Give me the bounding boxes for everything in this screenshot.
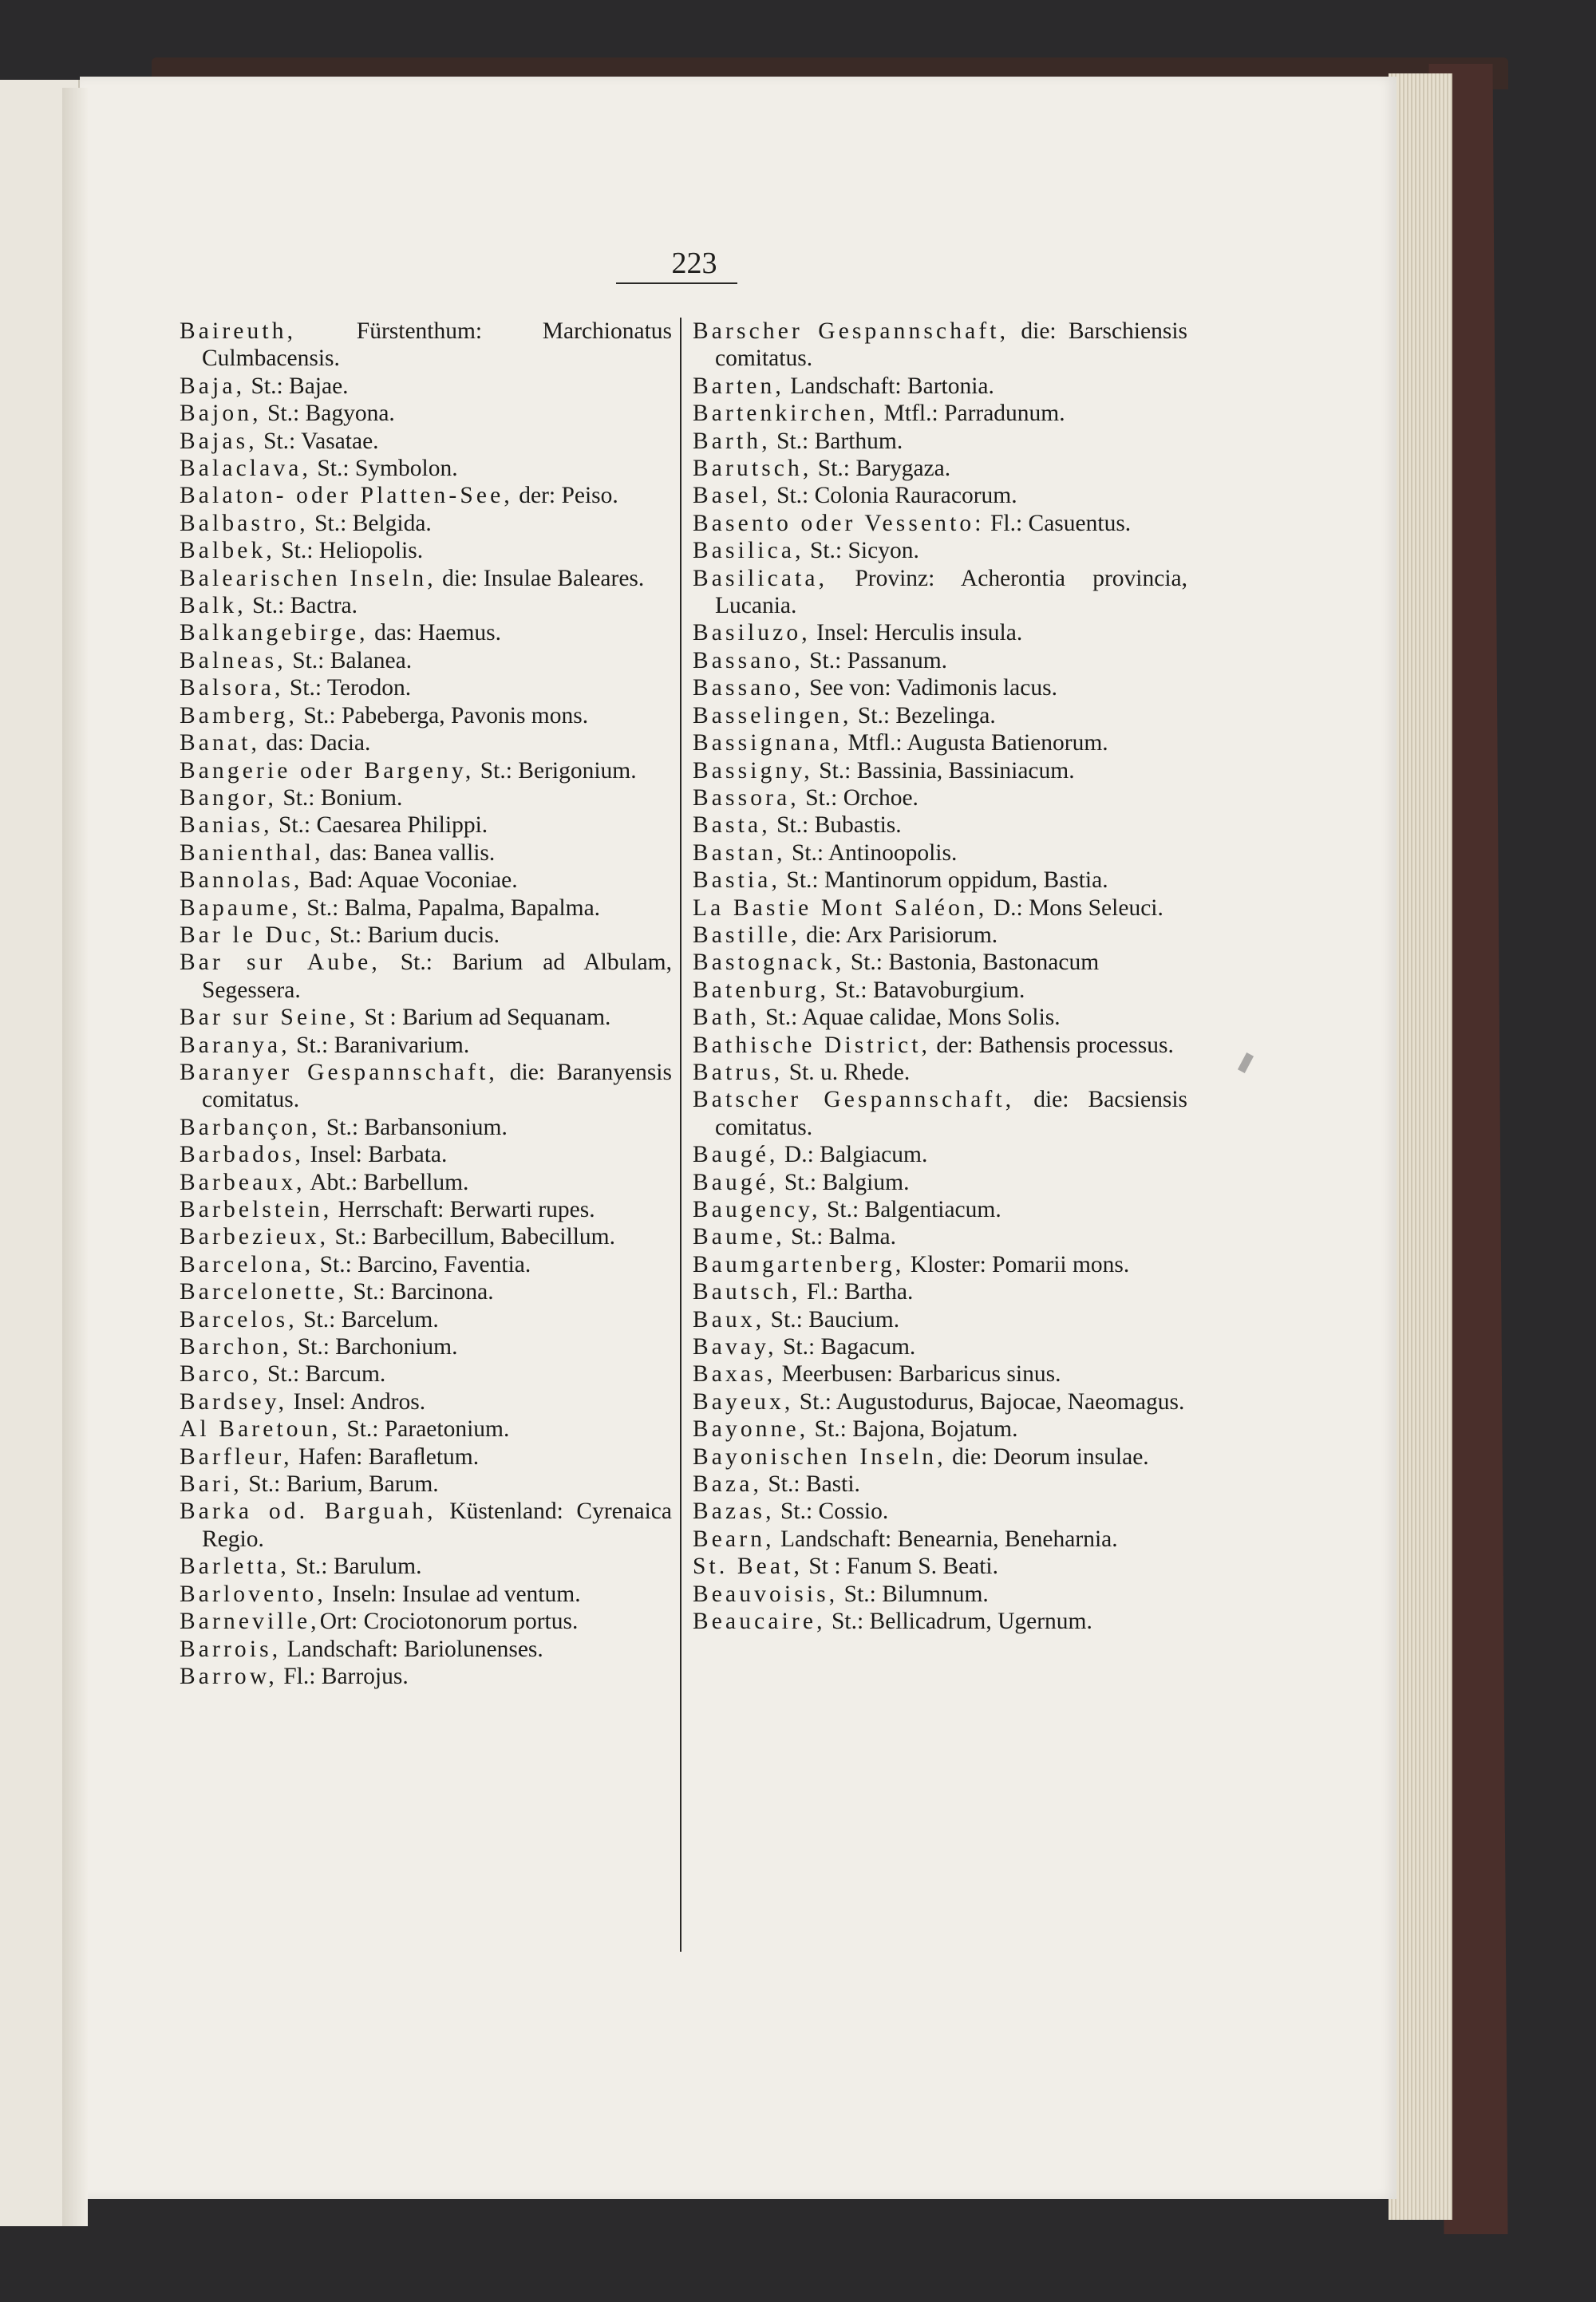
entry-definition: St. u. Rhede. [783, 1059, 911, 1085]
dictionary-entry [180, 565, 672, 592]
entry-headword: Baza, [693, 1471, 762, 1498]
entry-definition: St.: Bellicadrum, Ugernum. [825, 1609, 1092, 1635]
entry-headword: Basiluzo, [693, 620, 811, 646]
entry-definition: die: Bacsiensis comitatus. [715, 1087, 1187, 1140]
dictionary-entry [180, 757, 672, 784]
entry-definition: Insel: Herculis insula. [810, 620, 1023, 646]
entry-headword: Barletta, [180, 1554, 290, 1580]
entry-headword: Bannolas, [180, 867, 303, 894]
entry-definition: St.: Augustodurus, Bajocae, Naeomagus. [793, 1388, 1185, 1415]
dictionary-entry [693, 428, 1187, 455]
entry-definition: St.: Balma. [784, 1224, 897, 1250]
entry-definition: St.: Belgida. [308, 510, 432, 536]
dictionary-entry [180, 400, 672, 427]
dictionary-entry [693, 784, 1187, 811]
entry-headword: Barrow, [180, 1663, 278, 1689]
entry-definition: St.: Antinoopolis. [785, 839, 958, 866]
entry-headword: Bangor, [180, 784, 277, 811]
entry-headword: Bajon, [180, 401, 262, 427]
entry-headword: Barbançon, [180, 1114, 321, 1140]
entry-definition: Fürstenthum: Marchionatus Culmbacensis. [202, 318, 672, 372]
page-number: 223 [671, 247, 717, 280]
entry-headword: Baja, [180, 373, 246, 399]
entry-definition: Insel: Andros. [287, 1388, 426, 1415]
page-number-rule [616, 282, 737, 284]
entry-definition: St.: Batavoburgium. [829, 977, 1025, 1003]
entry-definition: St.: Balma, Papalma, Bapalma. [300, 894, 601, 921]
dictionary-entry [693, 757, 1187, 784]
dictionary-entry [180, 1360, 672, 1388]
entry-headword: Bayeux, [693, 1388, 794, 1415]
entry-headword: Balaclava, [180, 456, 311, 482]
dictionary-entry [693, 565, 1187, 620]
entry-headword: Barco, [180, 1361, 262, 1388]
book-gutter [62, 88, 88, 2226]
entry-definition: St.: Pabeberga, Pavonis mons. [298, 702, 589, 729]
entry-headword: Bar sur Seine, [180, 1005, 359, 1031]
entry-definition: St.: Barcino, Faventia. [314, 1251, 531, 1277]
entry-definition: St.: Barbecillum, Babecillum. [329, 1224, 615, 1250]
entry-headword: Baugé, [693, 1169, 779, 1195]
entry-headword: Bangerie oder Bargeny, [180, 757, 475, 784]
dictionary-entry [180, 1004, 672, 1031]
dictionary-entry [180, 455, 672, 482]
entry-headword: Basilicata, [693, 565, 828, 591]
dictionary-entry [180, 1032, 672, 1059]
entry-definition: Provinz: Acherontia provincia, Lucania. [715, 565, 1187, 619]
dictionary-entry [180, 702, 672, 729]
entry-definition: Herrschaft: Berwarti rupes. [332, 1197, 595, 1222]
dictionary-entry [180, 674, 672, 701]
entry-definition: St.: Barium ducis. [323, 922, 500, 948]
entry-definition: Mtfl.: Augusta Batienorum. [842, 730, 1108, 756]
entry-definition: St.: Baucium. [764, 1306, 900, 1333]
dictionary-entry [180, 1141, 672, 1168]
entry-headword: La Bastie Mont Saléon, [693, 894, 988, 921]
dictionary-entry [693, 537, 1187, 564]
entry-definition: Landschaft: Benearnia, Beneharnia. [774, 1526, 1118, 1552]
dictionary-entry [180, 1443, 672, 1471]
entry-headword: Bayonischen Inseln, [693, 1443, 946, 1470]
dictionary-entry [180, 647, 672, 674]
dictionary-entry [180, 894, 672, 922]
entry-headword: Barcelos, [180, 1306, 298, 1333]
dictionary-entry [693, 1360, 1187, 1388]
entry-headword: Bardsey, [180, 1388, 288, 1415]
entry-definition: Fl.: Bartha. [800, 1279, 914, 1305]
entry-definition: St.: Bubastis. [770, 812, 902, 839]
entry-headword: Beauvoisis, [693, 1581, 839, 1607]
entry-headword: Barrois, [180, 1636, 282, 1662]
entry-headword: Bautsch, [693, 1279, 801, 1305]
entry-definition: St.: Bezelinga. [851, 702, 996, 729]
entry-definition: St.: Aquae calidae, Mons Solis. [759, 1005, 1061, 1031]
dictionary-entry [693, 1032, 1187, 1059]
entry-headword: Basta, [693, 812, 771, 839]
entry-definition: St.: Bactra. [246, 593, 358, 619]
dictionary-entry [180, 428, 672, 455]
entry-definition: St.: Barium, Barum. [242, 1471, 439, 1498]
dictionary-entry [693, 922, 1187, 949]
dictionary-entry [180, 482, 672, 509]
dictionary-entry [180, 1663, 672, 1690]
dictionary-entry [693, 318, 1187, 373]
entry-headword: Bar sur Aube, [180, 950, 381, 976]
entry-definition: St.: Bajona, Bojatum. [808, 1416, 1018, 1443]
entry-headword: Barneville, [180, 1609, 320, 1635]
entry-headword: Barten, [693, 373, 784, 399]
entry-definition: St.: Bagacum. [776, 1334, 916, 1360]
entry-headword: Barbados, [180, 1142, 304, 1168]
dictionary-entry [693, 867, 1187, 894]
entry-definition: St.: Balgium. [778, 1169, 910, 1195]
entry-headword: Bajas, [180, 428, 258, 454]
entry-headword: Balaton- oder Platten-See, [180, 483, 513, 509]
entry-definition: Hafen: Baraﬂetum. [292, 1443, 480, 1470]
dictionary-entry [180, 1471, 672, 1498]
entry-definition: St.: Barcelum. [297, 1306, 439, 1333]
entry-headword: St. Beat, [693, 1554, 803, 1580]
entry-headword: Bastognack, [693, 950, 845, 976]
dictionary-entry [180, 1169, 672, 1196]
entry-definition: St.: Caesarea Philippi. [272, 812, 488, 839]
dictionary-entry [693, 1141, 1187, 1168]
entry-headword: Basel, [693, 483, 771, 509]
dictionary-entry [693, 839, 1187, 867]
entry-definition: St.: Cossio. [774, 1498, 889, 1525]
entry-definition: St.: Vasatae. [257, 428, 379, 454]
entry-definition: Insel: Barbata. [303, 1142, 448, 1168]
entry-headword: Baume, [693, 1224, 785, 1250]
entry-definition: St.: Bastonia, Bastonacum [844, 950, 1100, 976]
left-column [180, 318, 672, 1690]
dictionary-entry [180, 1333, 672, 1360]
entry-definition: Meerbusen: Barbaricus sinus. [776, 1361, 1061, 1388]
entry-headword: Barbeaux, [180, 1169, 306, 1195]
entry-headword: Bavay, [693, 1334, 777, 1360]
dictionary-entry [180, 1114, 672, 1141]
entry-headword: Batrus, [693, 1059, 784, 1085]
entry-headword: Bathische District, [693, 1032, 931, 1058]
entry-headword: Balbastro, [180, 510, 309, 536]
dictionary-entry [180, 1388, 672, 1416]
dictionary-entry [693, 702, 1187, 729]
entry-definition: D.: Balgiacum. [778, 1142, 928, 1168]
entry-definition: St.: Sicyon. [804, 538, 919, 564]
dictionary-entry [693, 1086, 1187, 1141]
entry-definition: St.: Barcum. [261, 1361, 386, 1388]
column-divider [680, 318, 681, 1952]
entry-headword: Bamberg, [180, 702, 298, 729]
entry-headword: Baux, [693, 1306, 765, 1333]
entry-definition: St.: Balanea. [286, 647, 413, 673]
entry-headword: Bartenkirchen, [693, 401, 879, 427]
entry-definition: St.: Passanum. [803, 647, 948, 673]
entry-definition: Kloster: Pomarii mons. [904, 1251, 1130, 1277]
entry-headword: Al Baretoun, [180, 1416, 341, 1443]
entry-definition: Abt.: Barbellum. [305, 1169, 469, 1195]
dictionary-entry [693, 482, 1187, 509]
entry-definition: das: Haemus. [368, 620, 501, 646]
entry-headword: Batenburg, [693, 977, 830, 1003]
entry-definition: die: Deorum insulae. [946, 1443, 1149, 1470]
entry-definition: St.: Barium ad Albulam, Segessera. [202, 950, 672, 1003]
entry-definition: Bad: Aquae Voconiae. [302, 867, 518, 894]
dictionary-entry [180, 1278, 672, 1305]
entry-headword: Bearn, [693, 1526, 775, 1552]
dictionary-entry [180, 867, 672, 894]
entry-definition: St : Fanum S. Beati. [802, 1554, 999, 1580]
dictionary-entry [693, 949, 1187, 976]
dictionary-entry [180, 1636, 672, 1663]
entry-definition: das: Banea vallis. [323, 839, 496, 866]
entry-headword: Barutsch, [693, 456, 812, 482]
entry-definition: der: Bathensis processus. [930, 1032, 1174, 1058]
entry-headword: Banias, [180, 812, 273, 839]
dictionary-entry [693, 1004, 1187, 1031]
entry-headword: Bar le Duc, [180, 922, 324, 948]
entry-headword: Bapaume, [180, 894, 301, 921]
dictionary-entry [693, 1278, 1187, 1305]
entry-definition: St.: Baranivarium. [290, 1032, 470, 1058]
entry-headword: Baxas, [693, 1361, 776, 1388]
entry-definition: St.: Colonia Rauracorum. [770, 483, 1017, 509]
entry-headword: Banienthal, [180, 839, 324, 866]
dictionary-entry [180, 592, 672, 619]
entry-definition: St.: Bonium. [276, 784, 403, 811]
dictionary-entry [180, 373, 672, 400]
entry-definition: St.: Bilumnum. [838, 1581, 989, 1607]
entry-headword: Balneas, [180, 647, 286, 673]
dictionary-entry [693, 1251, 1187, 1278]
entry-headword: Bayonne, [693, 1416, 809, 1443]
dictionary-entry [180, 1251, 672, 1278]
entry-definition: St.: Barbansonium. [320, 1114, 508, 1140]
dictionary-entry [693, 894, 1187, 922]
entry-headword: Baranya, [180, 1032, 290, 1058]
entry-headword: Baugency, [693, 1197, 821, 1222]
entry-definition: St.: Balgentiacum. [820, 1197, 1001, 1222]
entry-headword: Bastan, [693, 839, 786, 866]
entry-definition: St.: Bassinia, Bassiniacum. [812, 757, 1075, 784]
entry-definition: St.: Symbolon. [310, 456, 458, 482]
dictionary-entry [693, 400, 1187, 427]
entry-headword: Balbek, [180, 538, 275, 564]
entry-definition: Fl.: Casuentus. [984, 510, 1132, 536]
dictionary-entry [693, 1498, 1187, 1525]
entry-definition: St : Barium ad Sequanam. [358, 1005, 611, 1031]
entry-definition: Fl.: Barrojus. [277, 1663, 409, 1689]
dictionary-entry [180, 619, 672, 646]
entry-headword: Barth, [693, 428, 771, 454]
dictionary-entry [693, 1196, 1187, 1223]
entry-definition: St.: Paraetonium. [340, 1416, 510, 1443]
entry-headword: Balk, [180, 593, 247, 619]
entry-headword: Bassignana, [693, 730, 843, 756]
dictionary-entry [693, 811, 1187, 839]
entry-definition: St.: Mantinorum oppidum, Bastia. [780, 867, 1108, 894]
dictionary-entry [180, 949, 672, 1004]
dictionary-entry [693, 1169, 1187, 1196]
entry-definition: D.: Mons Seleuci. [987, 894, 1163, 921]
entry-headword: Baugé, [693, 1142, 779, 1168]
dictionary-entry [180, 1223, 672, 1250]
entry-definition: die: Arx Parisiorum. [800, 922, 998, 948]
dictionary-entry [693, 1608, 1187, 1635]
entry-headword: Barbelstein, [180, 1197, 333, 1222]
entry-headword: Barfleur, [180, 1443, 293, 1470]
entry-definition: St.: Bajae. [245, 373, 349, 399]
entry-definition: St.: Heliopolis. [275, 538, 424, 564]
entry-headword: Balkangebirge, [180, 620, 369, 646]
dictionary-entry [693, 977, 1187, 1004]
entry-headword: Baranyer Gespannschaft, [180, 1059, 498, 1085]
dictionary-entry [693, 1581, 1187, 1608]
entry-headword: Beaucaire, [693, 1609, 826, 1635]
entry-definition: Landschaft: Bartonia. [784, 373, 994, 399]
dictionary-entry [180, 922, 672, 949]
entry-definition: St.: Barcinona. [347, 1279, 494, 1305]
entry-headword: Bastia, [693, 867, 781, 894]
entry-headword: Bath, [693, 1005, 760, 1031]
dictionary-entry [180, 1059, 672, 1114]
entry-definition: die: Insulae Baleares. [436, 565, 645, 591]
entry-definition: der: Peiso. [512, 483, 618, 509]
entry-headword: Barbezieux, [180, 1224, 330, 1250]
entry-headword: Banat, [180, 730, 260, 756]
dictionary-entry [693, 1443, 1187, 1471]
dictionary-entry [693, 1333, 1187, 1360]
entry-definition: St.: Berigonium. [474, 757, 637, 784]
dictionary-entry [693, 729, 1187, 756]
entry-headword: Barcelona, [180, 1251, 314, 1277]
entry-headword: Bassora, [693, 784, 800, 811]
dictionary-entry [180, 839, 672, 867]
entry-headword: Bastille, [693, 922, 800, 948]
entry-definition: St.: Barchonium. [291, 1334, 458, 1360]
dictionary-entry [180, 1553, 672, 1580]
entry-definition: Küstenland: Cyrenaica Regio. [202, 1498, 672, 1552]
entry-definition: Ort: Crociotonorum portus. [319, 1609, 579, 1635]
entry-headword: Bassano, [693, 647, 804, 673]
entry-headword: Bari, [180, 1471, 243, 1498]
dictionary-entry [693, 1223, 1187, 1250]
dictionary-entry [693, 373, 1187, 400]
entry-headword: Bassigny, [693, 757, 813, 784]
dictionary-entry [180, 729, 672, 756]
entry-definition: St.: Barulum. [289, 1554, 422, 1580]
entry-definition: die: Barschiensis comitatus. [715, 318, 1187, 372]
dictionary-entry [693, 647, 1187, 674]
entry-definition: St.: Terodon. [283, 675, 412, 701]
dictionary-entry [693, 455, 1187, 482]
entry-headword: Batscher Gespannschaft, [693, 1087, 1015, 1113]
dictionary-entry [693, 1526, 1187, 1553]
dictionary-entry [693, 1471, 1187, 1498]
entry-headword: Barchon, [180, 1334, 292, 1360]
entry-headword: Baireuth, [180, 318, 297, 344]
dictionary-entry [180, 1196, 672, 1223]
entry-headword: Barscher Gespannschaft, [693, 318, 1009, 344]
entry-definition: St.: Bagyona. [261, 401, 395, 427]
entry-headword: Barlovento, [180, 1581, 326, 1607]
entry-definition: Landschaft: Bariolunenses. [281, 1636, 543, 1662]
entry-headword: Basento oder Vessento: [693, 510, 985, 536]
entry-definition: Inseln: Insulae ad ventum. [326, 1581, 581, 1607]
entry-headword: Bazas, [693, 1498, 775, 1525]
entry-headword: Baumgartenberg, [693, 1251, 905, 1277]
page-stack-edges [1389, 73, 1452, 2220]
dictionary-entry [180, 510, 672, 537]
dictionary-entry [180, 318, 672, 373]
dictionary-entry [693, 1416, 1187, 1443]
entry-definition: St.: Orchoe. [799, 784, 918, 811]
dictionary-entry [180, 537, 672, 564]
dictionary-entry [693, 1388, 1187, 1416]
dictionary-entry [180, 1498, 672, 1553]
dictionary-entry [693, 1553, 1187, 1580]
entry-headword: Basilica, [693, 538, 804, 564]
entry-definition: St.: Basti. [761, 1471, 860, 1498]
right-column [693, 318, 1187, 1636]
entry-headword: Barka od. Barguah, [180, 1498, 437, 1525]
entry-definition: St.: Barygaza. [812, 456, 951, 482]
dictionary-entry [693, 619, 1187, 646]
entry-definition: die: Baranyensis comitatus. [202, 1059, 672, 1113]
dictionary-entry [693, 510, 1187, 537]
entry-definition: das: Dacia. [259, 730, 371, 756]
entry-definition: St.: Barthum. [770, 428, 903, 454]
entry-headword: Basselingen, [693, 702, 852, 729]
entry-headword: Bassano, [693, 675, 804, 701]
dictionary-entry [180, 1608, 672, 1635]
dictionary-entry [180, 811, 672, 839]
entry-definition: See von: Vadimonis lacus. [803, 675, 1057, 701]
entry-headword: Barcelonette, [180, 1279, 348, 1305]
dictionary-entry [693, 1306, 1187, 1333]
dictionary-entry [693, 674, 1187, 701]
entry-definition: Mtfl.: Parradunum. [878, 401, 1065, 427]
dictionary-entry [180, 1306, 672, 1333]
entry-headword: Balearischen Inseln, [180, 565, 437, 591]
entry-headword: Balsora, [180, 675, 284, 701]
dictionary-entry [693, 1059, 1187, 1086]
dictionary-entry [180, 1581, 672, 1608]
dictionary-entry [180, 784, 672, 811]
dictionary-entry [180, 1416, 672, 1443]
